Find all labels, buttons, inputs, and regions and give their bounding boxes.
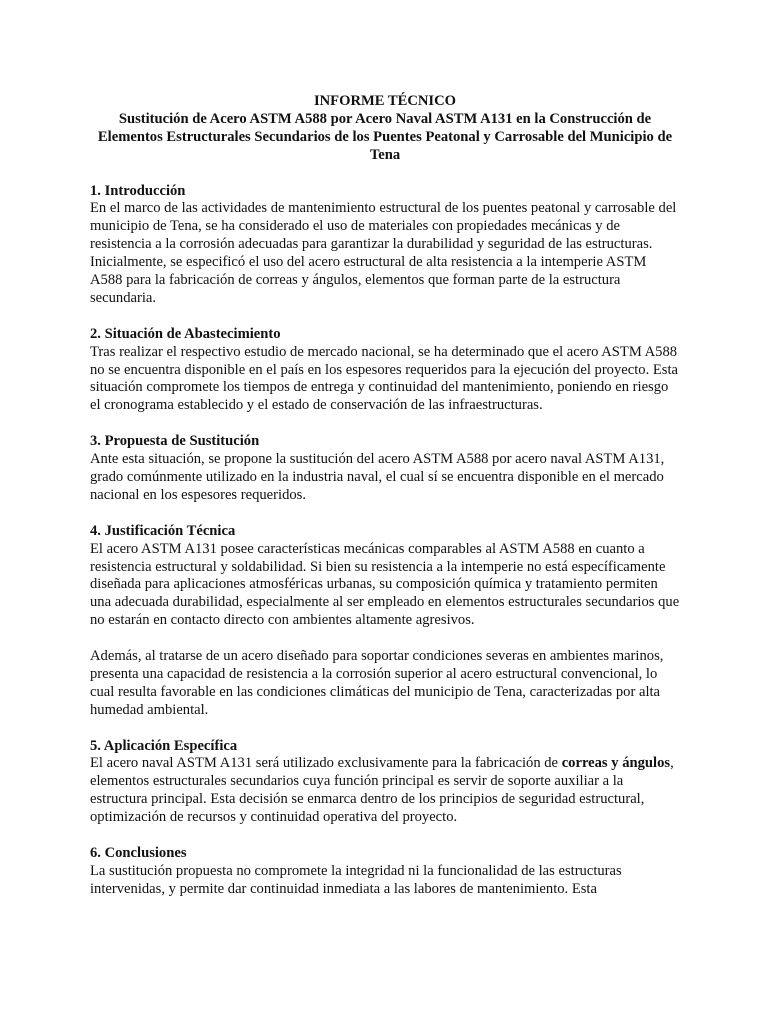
bold-text: correas y ángulos (561, 755, 671, 772)
section-propuesta (90, 433, 680, 505)
section-heading: 3. Propuesta de Sustitución (90, 433, 260, 450)
title-block (90, 93, 680, 165)
paragraph-text: , elementos estructurales secundarios cuya función principal es servir de soporte auxiliar a la estructura principal. Esta decisión se enmarca dentro de los principios de seguridad estructural, optimización de recursos y continuidad operativa del proyecto. (90, 755, 674, 826)
document-title: INFORME TÉCNICO (313, 93, 457, 109)
paragraph: La sustitución propuesta no compromete la integridad ni la funcionalidad de las estructuras intervenidas, y permite dar continuidad inmediata a las labores de mantenimiento. Esta (90, 862, 622, 897)
paragraph-text: El acero naval ASTM A131 será utilizado exclusivamente para la fabricación de (90, 755, 562, 772)
document-subtitle: Sustitución de Acero ASTM A588 por Acero Naval ASTM A131 en la Construcción de Elementos Estructurales Secundarios de los Puentes Peatonal y Carrosable del Municipio de Tena (97, 110, 673, 163)
section-introduccion (90, 183, 680, 308)
section-abastecimiento (90, 326, 680, 416)
section-heading: 4. Justificación Técnica (90, 522, 236, 539)
paragraph: En el marco de las actividades de mantenimiento estructural de los puentes peatonal y carrosable del municipio de Tena, se ha considerado el uso de materiales con propiedades mecánicas y de resistencia a la corrosión adecuadas para garantizar la durabilidad y seguridad de las estructuras. Inicialmente, se especificó el uso del acero estructural de alta resistencia a la intemperie ASTM A588 para la fabricación de correas y ángulos, elementos que forman parte de la estructura secundaria. (90, 200, 677, 306)
section-conclusiones (90, 845, 680, 899)
paragraph: Tras realizar el respectivo estudio de mercado nacional, se ha determinado que el acero ASTM A588 no se encuentra disponible en el país en los espesores requeridos para la ejecución del proyecto. Esta situación compromete los tiempos de entrega y continuidad del mantenimiento, poniendo en riesgo el cronograma establecido y el estado de conservación de las infraestructuras. (90, 343, 678, 414)
section-heading: 1. Introducción (90, 182, 186, 199)
section-heading: 2. Situación de Abastecimiento (90, 325, 281, 342)
paragraph: Además, al tratarse de un acero diseñado para soportar condiciones severas en ambientes marinos, presenta una capacidad de resistencia a la corrosión superior al acero estructural convencional, lo cual resulta favorable en las condiciones climáticas del municipio de Tena, caracterizadas por alta humedad ambiental. (90, 648, 664, 718)
paragraph: Ante esta situación, se propone la sustitución del acero ASTM A588 por acero naval ASTM A131, grado comúnmente utilizado en la industria naval, el cual sí se encuentra disponible en el mercado nacional en los espesores requeridos. (90, 451, 665, 503)
section-heading: 6. Conclusiones (90, 844, 187, 861)
section-justificacion (90, 523, 680, 720)
document-body (90, 93, 680, 899)
paragraph: El acero ASTM A131 posee características mecánicas comparables al ASTM A588 en cuanto a resistencia estructural y soldabilidad. Si bien su resistencia a la intemperie no está específicamente diseñada para aplicaciones atmosféricas urbanas, su composición química y tratamiento permiten una adecuada durabilidad, especialmente al ser empleado en elementos estructurales secundarios que no estarán en contacto directo con ambientes altamente agresivos. (90, 540, 680, 629)
paragraph (90, 755, 680, 827)
section-aplicacion (90, 738, 680, 828)
section-heading: 5. Aplicación Específica (90, 737, 238, 754)
